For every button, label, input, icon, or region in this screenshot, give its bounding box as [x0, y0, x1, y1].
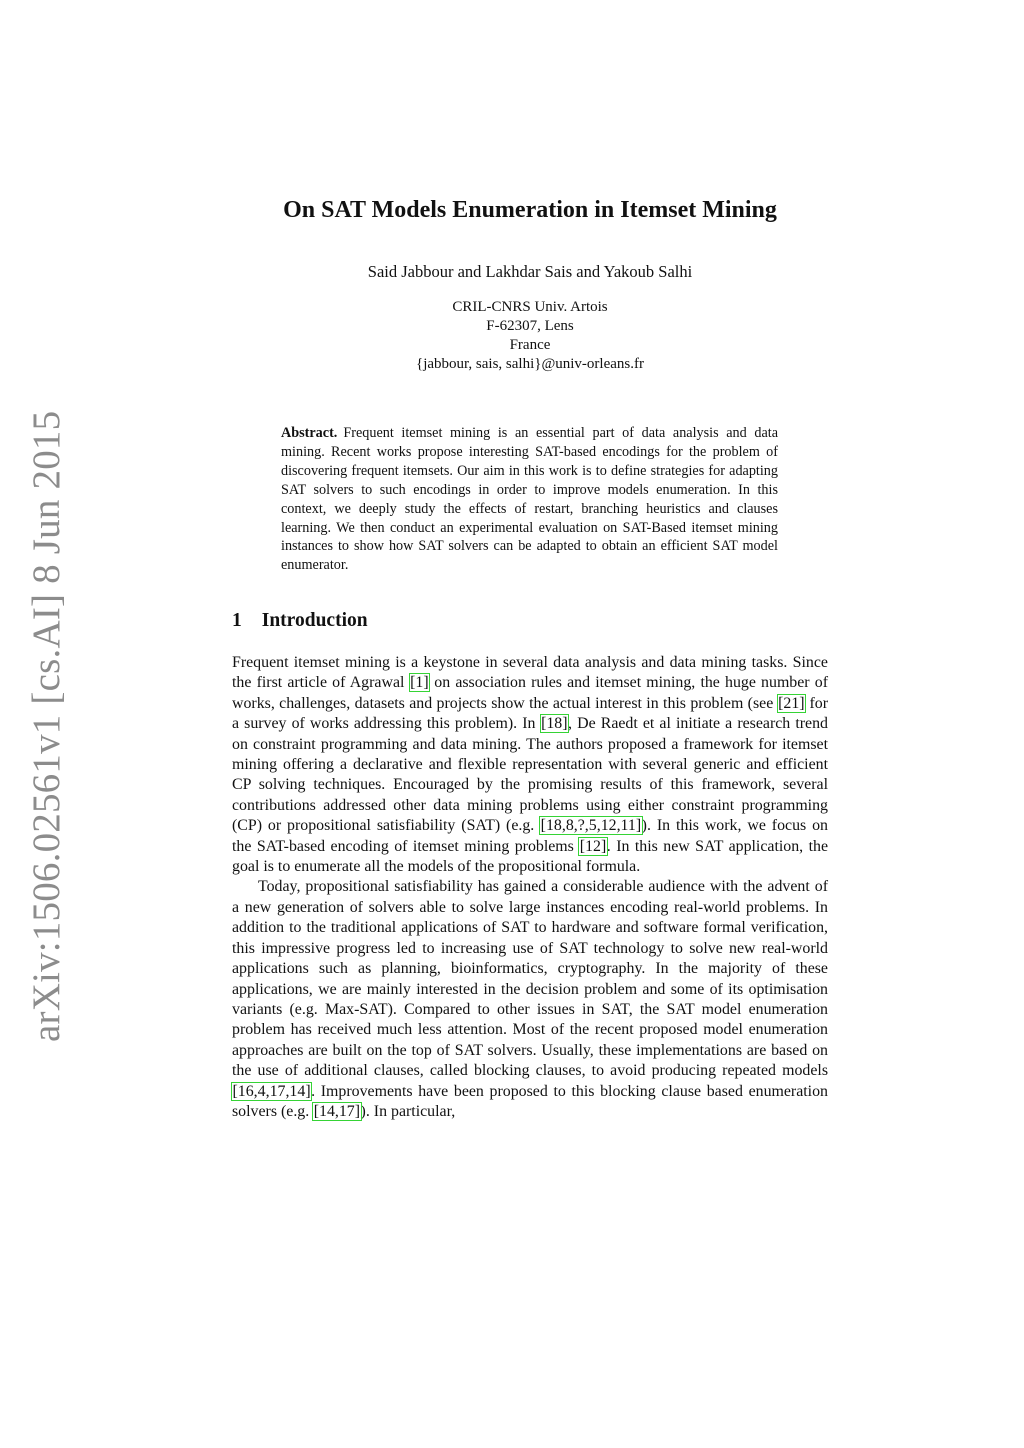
abstract-label: Abstract.	[281, 425, 338, 441]
citation-link[interactable]: [18]	[541, 715, 568, 733]
section-title: Introduction	[261, 610, 368, 631]
citation-link[interactable]: [12]	[579, 837, 607, 855]
affiliation-block	[232, 298, 828, 374]
affiliation-line: CRIL-CNRS Univ. Artois	[452, 299, 608, 315]
citation-link[interactable]: [14,17]	[313, 1102, 361, 1120]
paragraph-text: Today, propositional satisfiability has gained a considerable audience with the advent of a new generation of solvers able to solve large instances encoding real-world problems. In addition to the traditional applications of SAT to hardware and software formal verification, this impressive progress led to increasing use of SAT technology to solve new real-world applications such as planning, bioinformatics, cryptography. In the majority of these applications, we are mainly interested in the decision problem and some of its optimisation variants (e.g. Max-SAT). Compared to other issues in SAT, the SAT model enumeration problem has received much less attention. Most of the recent proposed model enumeration approaches are built on the top of SAT solvers. Usually, these implementations are based on the use of additional clauses, called blocking clauses, to avoid producing repeated models	[232, 878, 828, 1080]
paragraph-text: for a survey of works addressing this problem). In	[232, 694, 828, 733]
affiliation-line: F-62307, Lens	[486, 318, 574, 334]
paragraph-text: ). In this work, we focus on the SAT-based encoding of itemset mining problems	[232, 817, 828, 855]
citation-link[interactable]: [21]	[778, 694, 805, 712]
abstract-text: Frequent itemset mining is an essential part of data analysis and data mining. Recent works propose interesting SAT-based encodings for the problem of discovering frequent itemsets. Our aim in this work is to define strategies for adapting SAT solvers to such encodings in order to improve models enumeration. In this context, we deeply study the effects of restart, branching heuristics and clauses learning. We then conduct an experimental evaluation on SAT-Based itemset mining instances to show how SAT solvers can be adapted to obtain an efficient SAT model enumerator.	[281, 425, 778, 574]
paragraph-text: ). In particular,	[360, 1102, 456, 1120]
arxiv-side-identifier: arXiv:1506.02561v1 [cs.AI] 8 Jun 2015	[25, 410, 68, 1042]
section-number: 1	[232, 610, 242, 631]
paragraph-text: , De Raedt et al initiate a research trend on constraint programming and data mining. The authors proposed a framework for itemset mining offering a declarative and flexible representation with several generic and efficient CP solving techniques. Encouraged by the promising results of this framework, several contributions addressed other data mining problems using either constraint programming (CP) or propositional satisfiability (SAT) (e.g.	[232, 715, 828, 835]
affiliation-line: France	[509, 337, 551, 353]
paragraph-text: . In this new SAT application, the goal is to enumerate all the models of the propositional formula.	[232, 837, 829, 876]
paper-authors: Said Jabbour and Lakhdar Sais and Yakoub Salhi	[367, 262, 693, 281]
body-paragraph	[232, 877, 828, 1122]
paragraph-text: on association rules and itemset mining, the huge number of works, challenges, datasets and projects show the actual interest in this problem (see	[232, 674, 828, 712]
paragraph-text: Frequent itemset mining is a keystone in several data analysis and data mining tasks. Since the first article of Agrawal	[232, 654, 828, 692]
citation-link[interactable]: [1]	[410, 674, 429, 692]
section-heading	[232, 608, 368, 634]
affiliation-email: {jabbour, sais, salhi}@univ-orleans.fr	[416, 356, 644, 372]
abstract	[281, 424, 778, 575]
body-paragraph	[232, 653, 828, 877]
citation-link[interactable]: [16,4,17,14]	[232, 1082, 311, 1100]
citation-link[interactable]: [18,8,?,5,12,11]	[540, 817, 642, 835]
paragraph-text: . Improvements have been proposed to this blocking clause based enumeration solvers (e.g.	[232, 1082, 828, 1120]
introduction-body	[232, 653, 828, 1122]
paper-title: On SAT Models Enumeration in Itemset Mining	[283, 197, 777, 223]
